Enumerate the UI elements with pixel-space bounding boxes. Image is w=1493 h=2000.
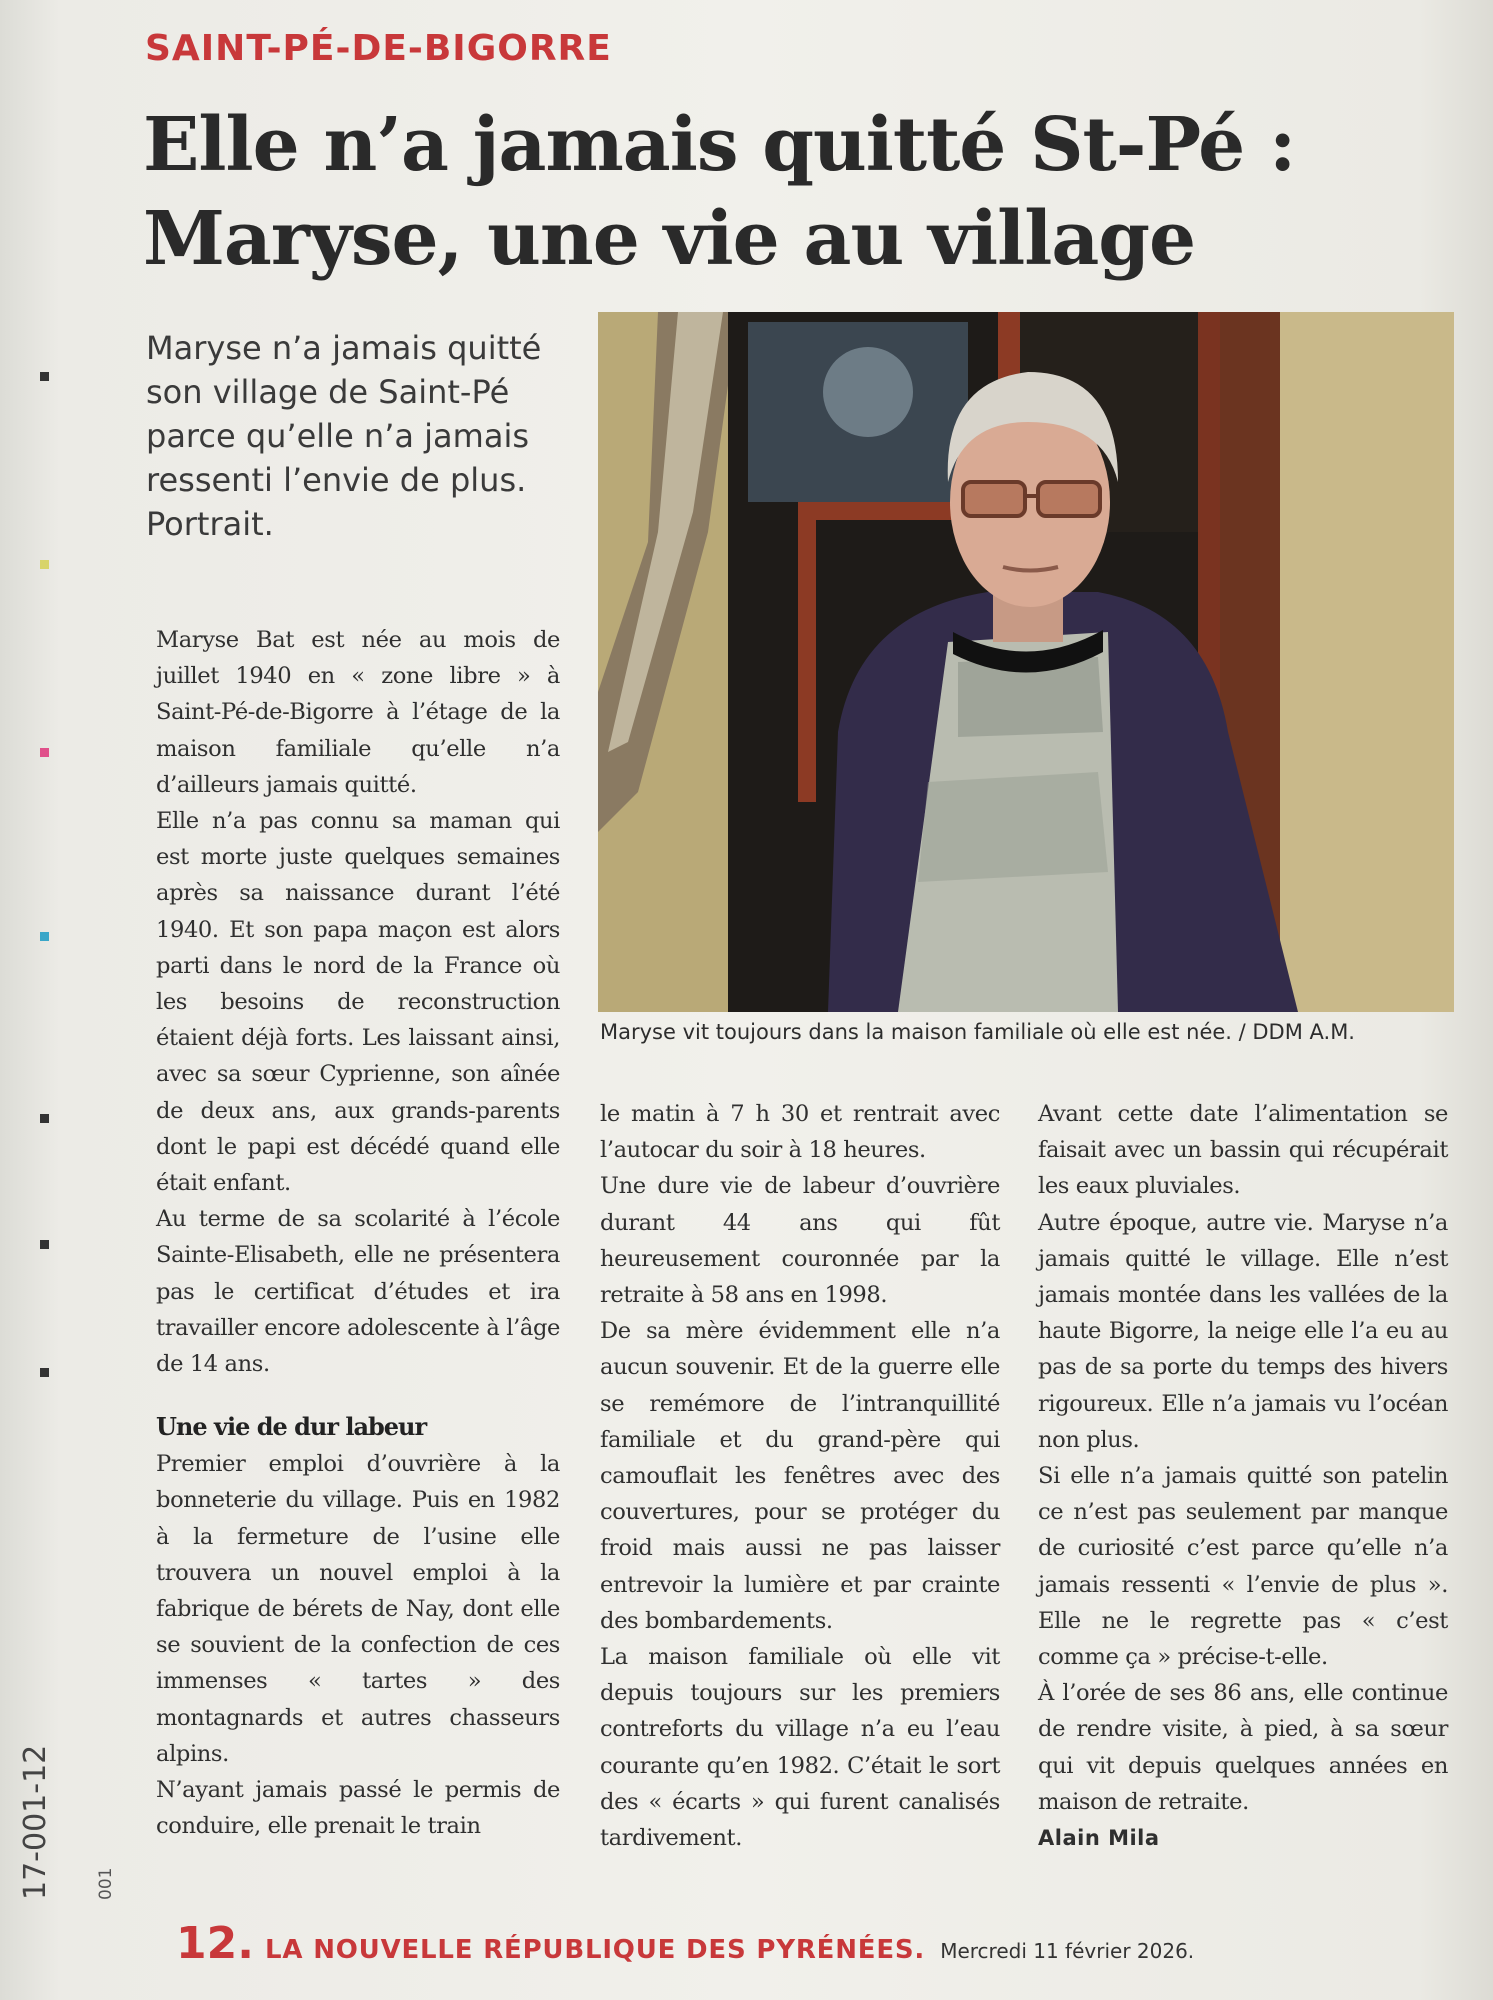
headline-line-2: Maryse, une vie au village	[143, 196, 1196, 282]
page-footer	[176, 1918, 1194, 1969]
registration-mark	[40, 1114, 49, 1123]
paragraph: N’ayant jamais passé le permis de conduire, elle prenait le train	[156, 1777, 560, 1840]
paragraph: Si elle n’a jamais quitté son patelin ce n’est pas seulement par manque de curiosité c’est parce qu’elle n’a jamais ressenti « l’envie de plus ». Elle ne le regrette pas « c’est comme ça » précise-t-elle.	[1038, 1463, 1448, 1671]
paragraph: Autre époque, autre vie. Maryse n’a jamais quitté le village. Elle n’est jamais montée dans les vallées de la haute Bigorre, la neige elle l’a eu au pas de sa porte du temps des hivers rigoureux. Elle n’a jamais vu l’océan non plus.	[1038, 1209, 1448, 1453]
standfirst: Maryse n’a jamais quitté son village de Saint-Pé parce qu’elle n’a jamais ressenti l’envie de plus. Portrait.	[146, 329, 542, 543]
registration-mark	[40, 1368, 49, 1377]
paragraph: Une dure vie de labeur d’ouvrière durant 44 ans qui fût heureusement couronnée par la retraite à 58 ans en 1998.	[600, 1173, 1000, 1309]
registration-mark	[40, 932, 49, 941]
paragraph: De sa mère évidemment elle n’a aucun souvenir. Et de la guerre elle se remémore de l’intranquillité familiale et du grand-père qui camouflait les fenêtres avec des couvertures, pour se protéger du froid mais aussi ne pas laisser entrevoir la lumière et par crainte des bombardements.	[600, 1318, 1000, 1634]
registration-mark	[40, 1240, 49, 1249]
publication-name: LA NOUVELLE RÉPUBLIQUE DES PYRÉNÉES.	[265, 1935, 926, 1965]
section-rubric: SAINT-PÉ-DE-BIGORRE	[145, 28, 612, 69]
paragraph: Premier emploi d’ouvrière à la bonneterie du village. Puis en 1982 à la fermeture de l’usine elle trouvera un nouvel emploi à la fabrique de bérets de Nay, dont elle se souvient de la confection de ces immenses « tartes » des montagnards et autres chasseurs alpins.	[156, 1451, 560, 1767]
paragraph: Elle n’a pas connu sa maman qui est morte juste quelques semaines après sa naissance durant l’été 1940. Et son papa maçon est alors parti dans le nord de la France où les besoins de reconstruction étaient déjà forts. Les laissant ainsi, avec sa sœur Cyprienne, son aînée de deux ans, aux grands-parents dont le papi est décédé quand elle était enfant.	[156, 808, 560, 1197]
paragraph: La maison familiale où elle vit depuis toujours sur les premiers contreforts du village n’a eu l’eau courante qu’en 1982. C’était le sort des « écarts » qui furent canalisés tardivement.	[600, 1644, 1000, 1852]
article-column-3	[1038, 1096, 1448, 1856]
registration-mark	[40, 372, 49, 381]
portrait-photo-illustration	[598, 312, 1454, 1012]
paragraph: Avant cette date l’alimentation se faisait avec un bassin qui récupérait les eaux pluviales.	[1038, 1101, 1448, 1200]
paragraph: À l’orée de ses 86 ans, elle continue de rendre visite, à pied, à sa sœur qui vit depuis quelques années en maison de retraite.	[1038, 1680, 1448, 1815]
publication-date: Mercredi 11 février 2026.	[940, 1939, 1195, 1963]
paragraph: Au terme de sa scolarité à l’école Sainte-Elisabeth, elle ne présentera pas le certificat d’études et ira travailler encore adolescente à l’âge de 14 ans.	[156, 1206, 560, 1378]
author-byline: Alain Mila	[1038, 1826, 1160, 1851]
photo-caption: Maryse vit toujours dans la maison familiale où elle est née. / DDM A.M.	[600, 1020, 1355, 1044]
registration-mark	[40, 748, 49, 757]
article-column-1	[156, 622, 560, 1845]
intertitle: Une vie de dur labeur	[156, 1412, 427, 1442]
page-number: 12.	[176, 1918, 254, 1969]
headline	[143, 98, 1393, 286]
paragraph: Maryse Bat est née au mois de juillet 1940 en « zone libre » à Saint-Pé-de-Bigorre à l’étage de la maison familiale qu’elle n’a d’ailleurs jamais quitté.	[156, 627, 560, 798]
article-column-2	[600, 1096, 1000, 1856]
headline-line-1: Elle n’a jamais quitté St-Pé :	[143, 102, 1296, 188]
margin-code-small: 001	[96, 1867, 116, 1900]
paragraph: le matin à 7 h 30 et rentrait avec l’autocar du soir à 18 heures.	[600, 1101, 1000, 1164]
portrait-photo	[598, 312, 1454, 1012]
margin-code: 17-001-12	[18, 1744, 53, 1900]
registration-mark	[40, 560, 49, 569]
